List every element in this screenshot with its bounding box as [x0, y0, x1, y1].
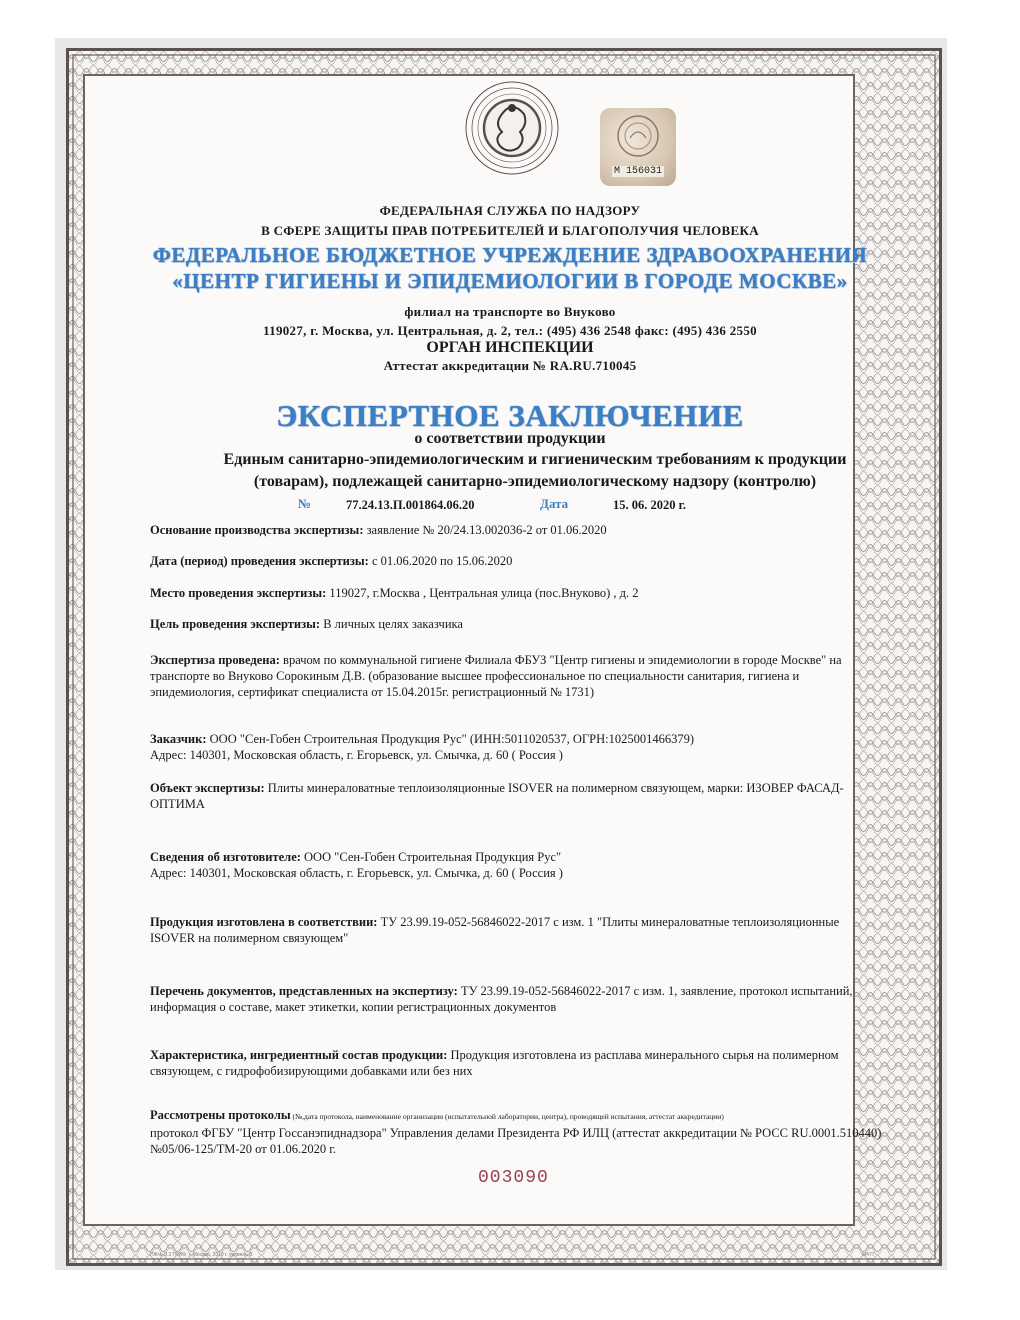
- protocols-hint: (№,дата протокола, наименование организации (испытательной лаборатории, центра), проводящей испытания, аттестат аккредитации): [290, 1112, 724, 1121]
- documents-label: Перечень документов, представленных на экспертизу:: [150, 984, 458, 998]
- object-label: Объект экспертизы:: [150, 781, 265, 795]
- documents-paragraph: [150, 983, 870, 1015]
- expert-value: врачом по коммунальной гигиене Филиала ФБУЗ "Центр гигиены и эпидемиологии в городе Москве" на транспорте во Внуково Сорокиным Д.В. (образование высшее профессиональное по специальности санитария, гигиена и эпидемиология, сертификат специалиста от 15.04.2015г. регистрационный № 1731): [150, 653, 842, 699]
- protocols-label: Рассмотрены протоколы: [150, 1108, 291, 1122]
- date-label: Дата: [540, 496, 569, 511]
- manufacturer-address: Адрес: 140301, Московская область, г. Егорьевск, ул. Смычка, д. 60 ( Россия ): [150, 866, 563, 880]
- institution-line-2: «ЦЕНТР ГИГИЕНЫ И ЭПИДЕМИОЛОГИИ В ГОРОДЕ МОСКВЕ»: [172, 269, 848, 293]
- hologram-stamp: [600, 108, 676, 186]
- object-value: Плиты минераловатные теплоизоляционные ISOVER на полимерном связующем, марки: ИЗОВЕР ФАСАД-ОПТИМА: [150, 781, 844, 811]
- serial-number: 003090: [478, 1168, 549, 1188]
- composition-value: Продукция изготовлена из расплава минерального сырья на полимерном связующем, с гидрофобизирующими добавками или без них: [150, 1048, 839, 1078]
- conclusion-number: 77.24.13.П.001864.06.20: [346, 498, 475, 512]
- purpose-value: В личных целях заказчика: [323, 617, 463, 631]
- expert-label: Экспертиза проведена:: [150, 653, 280, 667]
- object-paragraph: [150, 780, 870, 812]
- number-label: №: [298, 496, 312, 511]
- document-subtitle: о соответствии продукции: [414, 430, 606, 447]
- customer-value: ООО "Сен-Гобен Строительная Продукция Рус" (ИНН:5011020537, ОГРН:1025001466379): [209, 732, 695, 746]
- manufacturer-value: ООО "Сен-Гобен Строительная Продукция Рус": [304, 850, 562, 864]
- agency-line-1: ФЕДЕРАЛЬНАЯ СЛУЖБА ПО НАДЗОРУ: [379, 203, 641, 218]
- inspection-body: ОРГАН ИНСПЕКЦИИ: [426, 339, 594, 356]
- customer-address: Адрес: 140301, Московская область, г. Егорьевск, ул. Смычка, д. 60 ( Россия ): [150, 748, 563, 762]
- branch-address: 119027, г. Москва, ул. Центральная, д. 2, тел.: (495) 436 2548 факс: (495) 436 2550: [263, 323, 757, 338]
- basis-label: Основание производства экспертизы:: [150, 523, 364, 537]
- manufacturer-paragraph: [150, 849, 870, 881]
- documents-value: ТУ 23.99.19-052-56846022-2017 с изм. 1, заявление, протокол испытаний, информация о составе, макет этикетки, копии регистрационных документов: [150, 984, 853, 1014]
- period-value: с 01.06.2020 по 15.06.2020: [371, 554, 513, 568]
- purpose-label: Цель проведения экспертизы:: [150, 617, 321, 631]
- produced-paragraph: [150, 914, 870, 946]
- manufacturer-label: Сведения об изготовителе:: [150, 850, 301, 864]
- basis-row: [150, 522, 607, 538]
- requirements-line-2: (товарам), подлежащей санитарно-эпидемиологическому надзору (контролю): [253, 473, 817, 490]
- conclusion-date: 15. 06. 2020 г.: [613, 498, 687, 512]
- expert-paragraph: [150, 652, 870, 700]
- protocols-paragraph: [150, 1107, 890, 1157]
- composition-label: Характеристика, ингредиентный состав продукции:: [150, 1048, 448, 1062]
- stamp-number: M 156031: [614, 166, 663, 177]
- accreditation-number: Аттестат аккредитации № RA.RU.710045: [383, 358, 637, 373]
- branch-name: филиал на транспорте во Внуково: [404, 304, 616, 319]
- requirements-line-1: Единым санитарно-эпидемиологическим и гигиеническим требованиям к продукции: [223, 451, 847, 468]
- customer-paragraph: [150, 731, 870, 763]
- basis-value: заявление № 20/24.13.002036-2 от 01.06.2020: [366, 523, 607, 537]
- period-row: [150, 553, 512, 569]
- footer-code: M477: [862, 1252, 875, 1258]
- produced-label: Продукция изготовлена в соответствии:: [150, 915, 378, 929]
- place-label: Место проведения экспертизы:: [150, 586, 327, 600]
- agency-line-2: В СФЕРЕ ЗАЩИТЫ ПРАВ ПОТРЕБИТЕЛЕЙ И БЛАГОПОЛУЧИЯ ЧЕЛОВЕКА: [261, 223, 759, 238]
- document-title: ЭКСПЕРТНОЕ ЗАКЛЮЧЕНИЕ: [276, 398, 744, 433]
- hologram-emblem-icon: [600, 108, 676, 168]
- place-row: [150, 585, 639, 601]
- customer-label: Заказчик:: [150, 732, 207, 746]
- place-value: 119027, г.Москва , Центральная улица (пос.Внуково) , д. 2: [329, 586, 639, 600]
- footer-print-info: ПФ№ 0.3 ГРИФ, г. Москва, 2019 г. уровень В: [150, 1252, 253, 1258]
- produced-value: ТУ 23.99.19-052-56846022-2017 с изм. 1 "Плиты минераловатные теплоизоляционные ISOVER на полимерном связующем": [150, 915, 840, 945]
- purpose-row: [150, 616, 463, 632]
- composition-paragraph: [150, 1047, 870, 1079]
- protocols-value: протокол ФГБУ "Центр Госсанэпиднадзора" Управления делами Президента РФ ИЛЦ (аттестат аккредитации № РОСС RU.0001.510440) №05/06-125/ТМ-20 от 01.06.2020 г.: [150, 1126, 882, 1156]
- period-label: Дата (период) проведения экспертизы:: [150, 554, 369, 568]
- institution-line-1: ФЕДЕРАЛЬНОЕ БЮДЖЕТНОЕ УЧРЕЖДЕНИЕ ЗДРАВООХРАНЕНИЯ: [152, 243, 868, 267]
- rospotrebnadzor-emblem-icon: [462, 78, 562, 178]
